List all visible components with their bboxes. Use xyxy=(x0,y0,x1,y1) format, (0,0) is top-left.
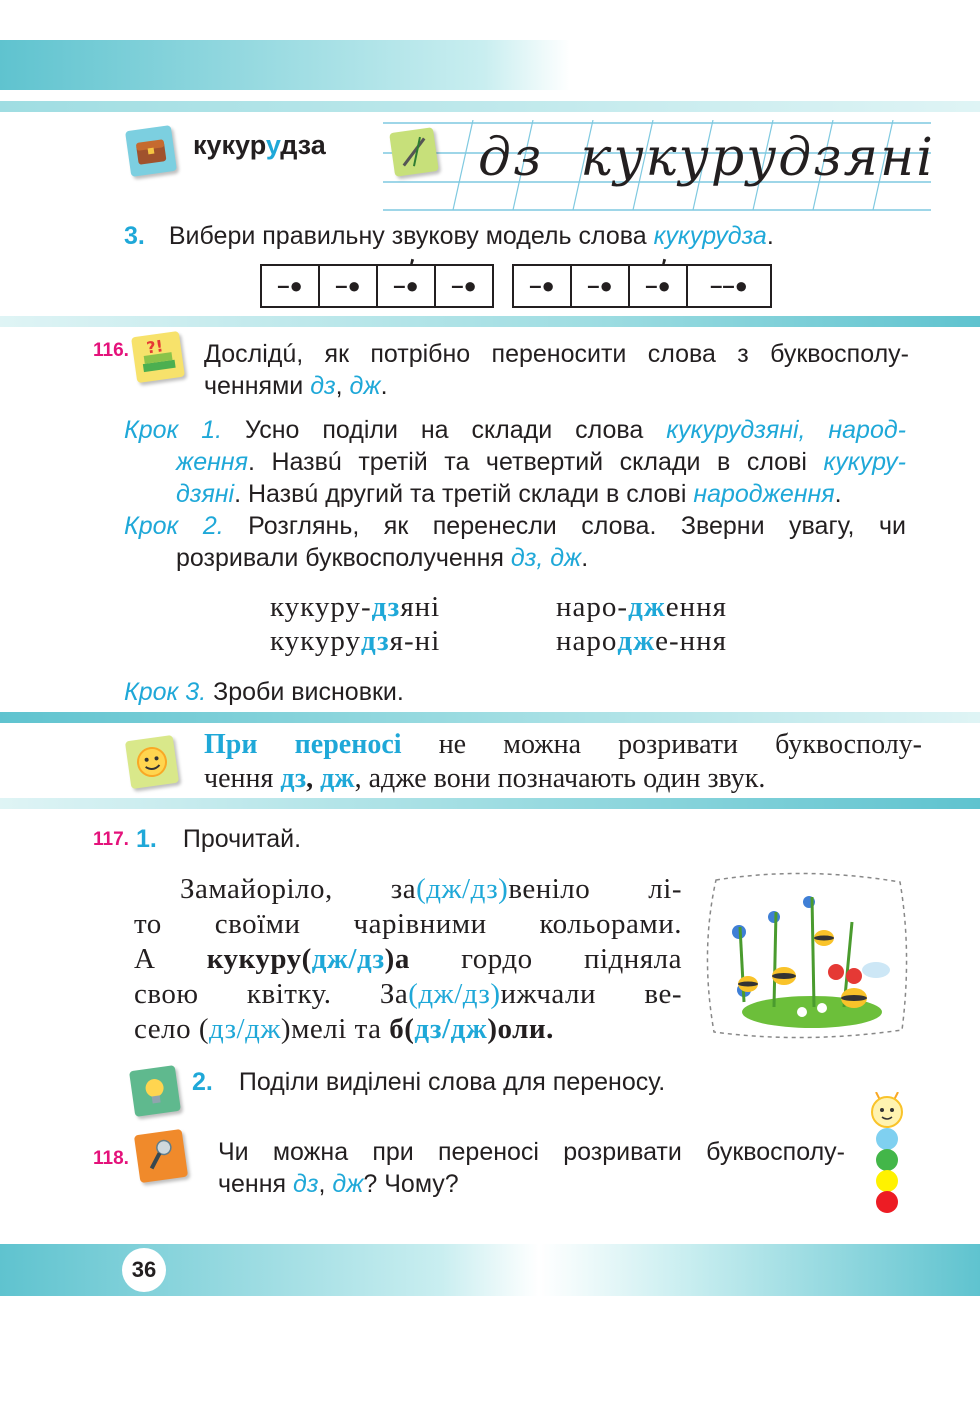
exercise-number-116: 116. xyxy=(93,340,129,361)
model-cell: ʹ –● xyxy=(630,266,688,306)
top-thin-band xyxy=(0,101,980,112)
cursive-text: дз кукурудзяні xyxy=(478,128,935,188)
task3: 3. Вибери правильну звукову модель слова кукурудза. xyxy=(124,222,774,250)
step3: Крок 3. Зроби висновки. xyxy=(124,678,404,706)
smiley-icon xyxy=(125,735,179,789)
ex116-intro: Дослідú, як потрібно переносити слова з буквосполу- ченнями дз, дж. xyxy=(204,340,909,400)
model-cell: –● xyxy=(451,273,477,298)
page-number: 36 xyxy=(122,1248,166,1292)
level-dot-blue xyxy=(876,1128,898,1150)
books-icon xyxy=(131,331,185,383)
stressed-vowel: у xyxy=(265,130,281,160)
bees-flowers-illustration xyxy=(704,872,910,1042)
ex118-text: Чи можна при переносі розривати буквосполу- чення дз, дж? Чому? xyxy=(218,1138,845,1198)
stress-mark: ʹ xyxy=(404,253,417,280)
sound-model-1[interactable] xyxy=(260,253,494,308)
svg-text:?!: ?! xyxy=(145,336,165,358)
step2: Крок 2. Розглянь, як перенесли слова. Зверни увагу, чи розривали буквосполучення дз, дж. xyxy=(124,512,906,572)
header-word: кукурудза xyxy=(193,130,326,160)
ex117-sub2: 2. Поділи виділені слова для переносу. xyxy=(192,1068,666,1096)
separator-band-1 xyxy=(0,316,980,327)
split-words-2: наро-дження народже-ння xyxy=(556,591,728,657)
reading-text: Замайоріло, за(дж/дз)веніло лі- то своїми чарівними кольорами. А кукуру(дж/дз)а гордо підняла свою квітку. За(дж/дз)ижчали ве- село (дз/дж)мелі та б(дз/дж)оли. xyxy=(134,873,682,1045)
pen-icon xyxy=(389,127,439,177)
model-cell: –● xyxy=(320,266,378,306)
lightbulb-icon xyxy=(129,1065,181,1117)
rule-text: При переносі не можна розривати буквосполу- чення дз, дж, адже вони позначають один звук. xyxy=(204,729,922,794)
sound-model-2[interactable] xyxy=(512,253,772,308)
top-band xyxy=(0,40,570,90)
exercise-number-117: 117. xyxy=(93,829,129,850)
model-cell: ––● xyxy=(710,273,748,298)
model-cell: –● xyxy=(572,266,630,306)
step1: Крок 1. Усно поділи на склади слова кукурудзяні, народ- ження. Назвú третій та четвертий склади в слові кукуру- дзяні. Назвú другий та третій склади в слові народження. xyxy=(124,416,906,508)
model-cell: ʹ –● xyxy=(378,266,436,306)
level-dot-yellow xyxy=(876,1170,898,1192)
level-dot-green xyxy=(876,1149,898,1171)
split-words: кукуру-дзяні кукурудзя-ні xyxy=(270,591,441,657)
model-cell: –● xyxy=(514,266,572,306)
ex117-sub1: 1. Прочитай. xyxy=(136,825,302,853)
rule-band-bottom xyxy=(0,798,980,809)
rule-band-top xyxy=(0,712,980,723)
microphone-icon xyxy=(134,1129,188,1183)
model-cell: –● xyxy=(262,266,320,306)
exercise-number-118: 118. xyxy=(93,1148,129,1169)
chest-icon xyxy=(125,125,177,177)
level-dot-red xyxy=(876,1191,898,1213)
caterpillar-head xyxy=(868,1092,906,1128)
stress-mark: ʹ xyxy=(656,253,669,280)
